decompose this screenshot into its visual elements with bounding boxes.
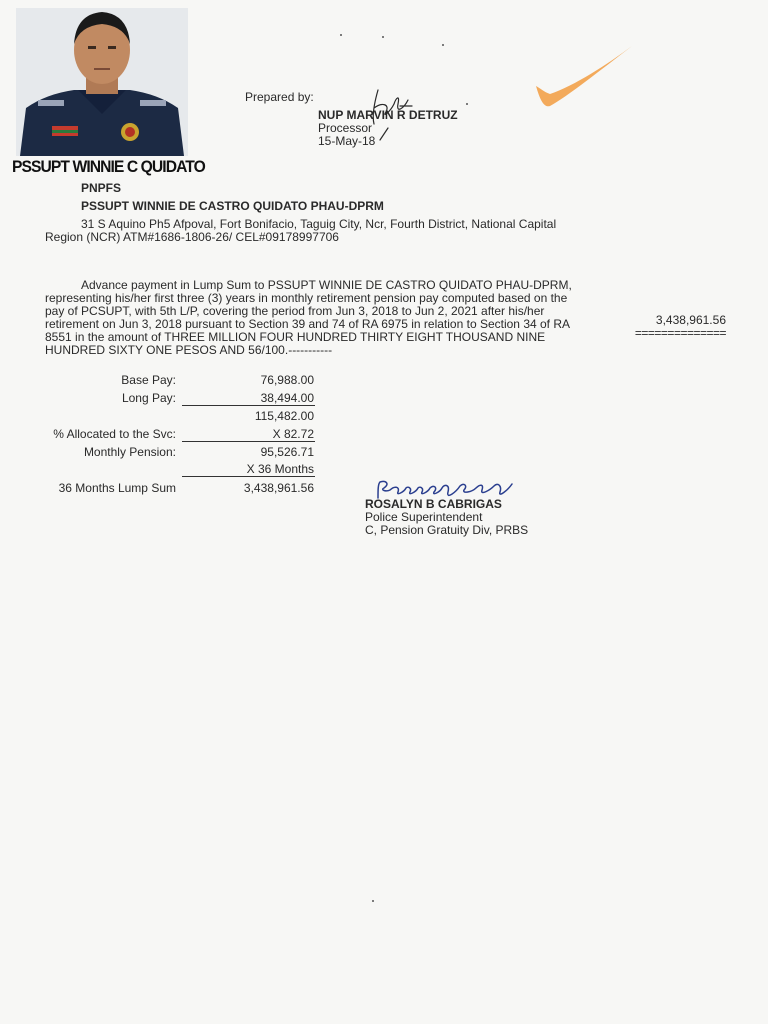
- address-line-2: Region (NCR) ATM#1686-1806-26/ CEL#09178997706: [45, 230, 339, 244]
- subtotal-value: 115,482.00: [254, 409, 314, 423]
- base-pay-value: 76,988.00: [260, 373, 314, 387]
- preparer-signature: [360, 82, 430, 142]
- paragraph-line: retirement on Jun 3, 2018 pursuant to Section 39 and 74 of RA 6975 in relation to Section 34 of RA: [45, 317, 571, 331]
- lump-sum-value: 3,438,961.56: [243, 481, 314, 495]
- scan-speck: [442, 44, 444, 46]
- rule: [182, 476, 315, 477]
- paragraph-line: 8551 in the amount of THREE MILLION FOUR HUNDRED THIRTY EIGHT THOUSAND NINE: [45, 330, 546, 344]
- monthly-pension-label: Monthly Pension:: [83, 445, 176, 459]
- allocated-label: % Allocated to the Svc:: [53, 427, 176, 441]
- payee-name: PSSUPT WINNIE DE CASTRO QUIDATO PHAU-DPRM: [81, 199, 384, 213]
- paragraph-line: representing his/her first three (3) years in monthly retirement pension pay computed based on the: [45, 291, 568, 305]
- rule: [182, 441, 315, 442]
- prepared-by-label: Prepared by:: [245, 90, 314, 104]
- photo-caption: PSSUPT WINNIE C QUIDATO: [12, 157, 205, 176]
- portrait-photo: [16, 8, 188, 156]
- lump-sum-label: 36 Months Lump Sum: [58, 481, 176, 495]
- long-pay-value: 38,494.00: [260, 391, 314, 405]
- org-code: PNPFS: [81, 181, 122, 195]
- prepared-date: 15-May-18: [318, 134, 376, 148]
- scan-speck: [340, 34, 342, 36]
- allocated-value: X 82.72: [272, 427, 314, 441]
- long-pay-label: Long Pay:: [121, 391, 176, 405]
- preparer-role: Processor: [318, 121, 373, 135]
- rule: [182, 405, 315, 406]
- preparer-name: NUP MARVIN R DETRUZ: [318, 108, 458, 122]
- paragraph-line: HUNDRED SIXTY ONE PESOS AND 56/100.-----------: [45, 343, 333, 357]
- total-amount: 3,438,961.56: [655, 313, 726, 327]
- base-pay-label: Base Pay:: [121, 373, 176, 387]
- monthly-pension-value: 95,526.71: [260, 445, 314, 459]
- signer-division: C, Pension Gratuity Div, PRBS: [365, 523, 529, 537]
- paragraph-line: Advance payment in Lump Sum to PSSUPT WINNIE DE CASTRO QUIDATO PHAU-DPRM,: [81, 278, 572, 292]
- months-multiplier: X 36 Months: [246, 462, 314, 476]
- paragraph-line: pay of PCSUPT, with 5th L/P, covering the period from Jun 3, 2018 to Jun 2, 2021 after his/her: [45, 304, 545, 318]
- signer-rank: Police Superintendent: [365, 510, 483, 524]
- scan-speck: [466, 103, 468, 105]
- scan-speck: [382, 36, 384, 38]
- signer-name: ROSALYN B CABRIGAS: [365, 497, 502, 511]
- address-line-1: 31 S Aquino Ph5 Afpoval, Fort Bonifacio, Taguig City, Ncr, Fourth District, National Capital: [81, 217, 557, 231]
- check-mark-icon: [528, 42, 636, 114]
- scan-speck: [372, 900, 374, 902]
- total-double-rule: ==============: [634, 326, 726, 340]
